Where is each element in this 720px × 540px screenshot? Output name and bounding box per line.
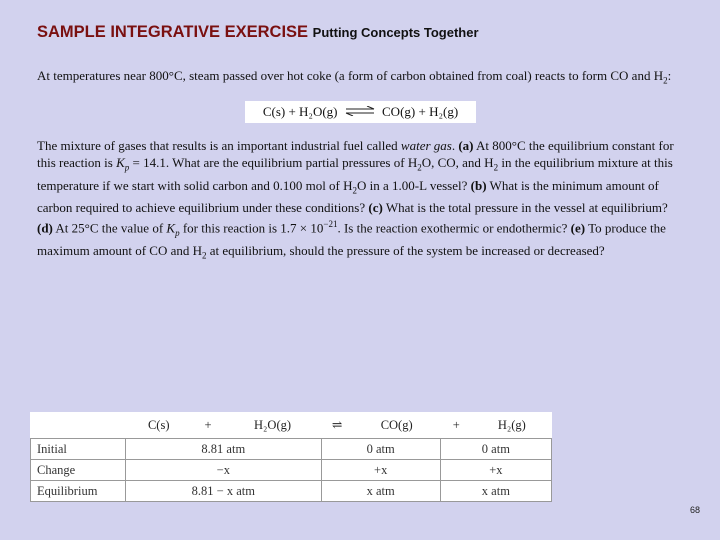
problem-text: at equilibrium, should the pressure of the system be increased or decreased? [206,243,605,259]
row-label: Initial [31,439,126,460]
intro-text-end: : [667,68,672,83]
cell-h2o: −x [126,460,322,481]
cell-h2o: 8.81 atm [126,439,322,460]
slide-title [37,23,479,42]
cell-h2: x atm [440,481,551,502]
subscript: 2 [663,75,668,86]
problem-text: in the equilibrium mixture at this temperature if we start with solid carbon and 0.100 mol of H [37,155,673,193]
cell-co: x atm [321,481,440,502]
cell-h2: +x [440,460,551,481]
kp-symbol: K [116,155,125,170]
cell-h2: 0 atm [440,439,551,460]
subscript: 2 [352,185,358,196]
part-e-label: (e) [570,220,586,236]
problem-text: The mixture of gases that results is an important industrial fuel called [37,138,401,153]
part-d-label: (d) [37,220,53,236]
page-number: 68 [690,505,701,515]
title-main: SAMPLE INTEGRATIVE EXERCISE [37,23,309,41]
header-h2o: H₂O(g) [254,417,292,432]
part-c-label: (c) [368,200,383,216]
subscript: 2 [202,250,207,261]
problem-text: O, CO, and H [421,155,494,170]
intro-paragraph [37,67,677,90]
header-plus: + [204,417,212,432]
title-subtitle: Putting Concepts Together [312,25,479,40]
equation-reactants: C(s) + H₂O(g) [262,104,338,119]
row-label: Equilibrium [31,481,126,502]
problem-text: O in a 1.00-L vessel? [357,177,471,193]
cell-co: 0 atm [321,439,440,460]
header-plus: + [452,417,460,432]
problem-text: for this reaction is 1.7 × 10 [179,220,324,236]
problem-paragraph [37,137,677,265]
problem-text: What is the minimum amount of carbon required to achieve equilibrium under these conditions? [37,177,659,216]
ice-table [30,412,552,502]
kp-subscript: p [175,228,180,239]
problem-text: . [451,138,459,153]
equilibrium-arrow-icon [345,101,375,123]
row-label: Change [31,460,126,481]
cell-co: +x [321,460,440,481]
part-a-label: (a) [458,138,474,153]
header-equilibrium-arrow: ⇌ [331,418,343,432]
kp-symbol: K [166,220,176,236]
problem-text: . Is the reaction exothermic or endothermic? [337,220,571,236]
header-blank [31,412,126,439]
part-b-label: (b) [470,177,487,193]
intro-text: At temperatures near 800°C, steam passed over hot coke (a form of carbon obtained from coal) reacts to form CO and H [37,68,664,83]
header-c: C(s) [147,417,170,432]
table-row [31,439,552,460]
table-row [31,481,552,502]
table-row [31,460,552,481]
reaction-equation [245,101,476,123]
subscript: 2 [493,162,499,173]
problem-text: To produce the maximum amount of CO and H [37,220,666,259]
problem-text: = 14.1. What are the equilibrium partial pressures of H [129,155,418,170]
exponent: −21 [323,219,338,230]
problem-text: At 800°C the equilibrium constant for this reaction is [37,138,674,170]
problem-text: At 25°C the value of [52,220,167,236]
water-gas-term: water gas [400,138,452,153]
cell-h2o: 8.81 − x atm [126,481,322,502]
header-h2: H₂(g) [497,417,526,432]
header-co: CO(g) [380,417,413,432]
kp-subscript: p [124,162,130,173]
subscript: 2 [417,162,422,173]
problem-text: What is the total pressure in the vessel at equilibrium? [382,200,668,216]
ice-table-header [31,412,552,439]
equation-products: CO(g) + H₂(g) [382,104,459,119]
